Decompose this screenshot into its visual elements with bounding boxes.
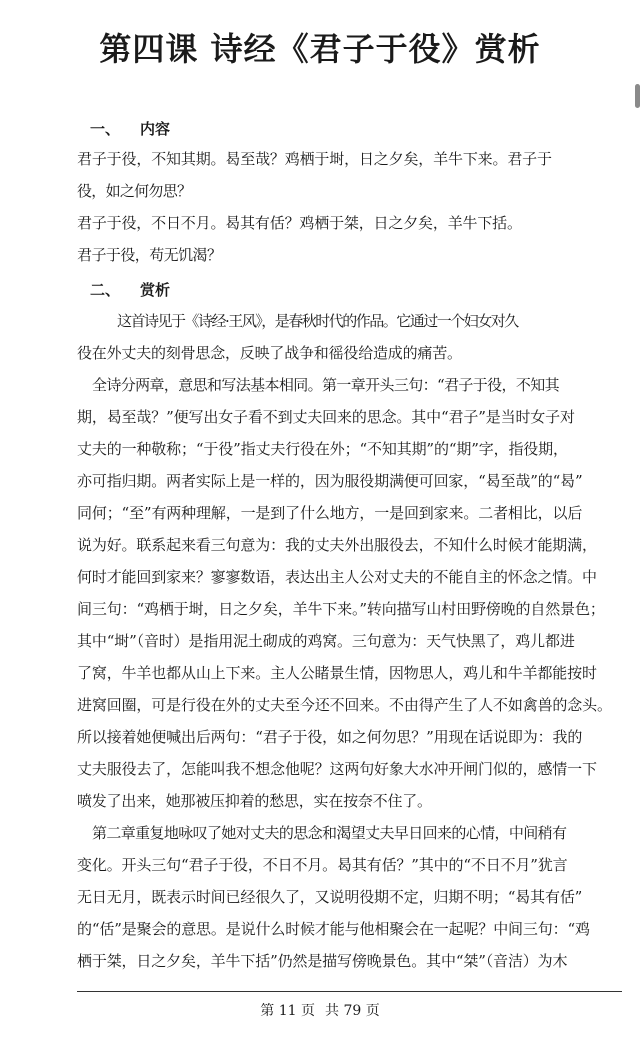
paragraph-line: 栖于桀，日之夕矣，羊牛下括”仍然是描写傍晚景色。其中“桀”（音洁）为木 xyxy=(77,952,568,970)
paragraph-line: 所以接着她便喊出后两句：“君子于役，如之何勿思？”用现在话说即为：我的 xyxy=(77,728,583,746)
paragraph-line: 全诗分两章，意思和写法基本相同。第一章开头三句：“君子于役，不知其 xyxy=(92,376,560,394)
paragraph-line: 喷发了出来，她那被压抑着的愁思，实在按奈不住了。 xyxy=(77,792,432,810)
page-footer xyxy=(0,1000,640,1020)
section-label: 内容 xyxy=(140,120,171,138)
paragraph-line: 的“佸”是聚会的意思。是说什么时候才能与他相聚会在一起呢？中间三句：“鸡 xyxy=(77,920,590,938)
section-number: 一、 xyxy=(90,120,121,138)
poem-line: 君子于役，苟无饥渴？ xyxy=(77,246,222,264)
paragraph-line: 变化。开头三句“君子于役，不日不月。曷其有佸？”其中的“不日不月”犹言 xyxy=(77,856,568,874)
section-heading-analysis xyxy=(90,279,170,300)
paragraph-line: 丈夫的一种敬称；“于役”指丈夫行役在外；“不知其期”的“期”字，指役期， xyxy=(77,440,568,458)
paragraph-line: 役在外丈夫的刻骨思念，反映了战争和徭役给造成的痛苦。 xyxy=(77,344,462,362)
paragraph-line: 何时才能回到家来？寥寥数语，表达出主人公对丈夫的不能自主的怀念之情。中 xyxy=(77,568,597,586)
paragraph-line: 间三句：“鸡栖于埘，日之夕矣，羊牛下来。”转向描写山村田野傍晚的自然景色； xyxy=(77,600,605,618)
poem-line: 役，如之何勿思？ xyxy=(77,182,192,200)
paragraph-line: 同何；“至”有两种理解，一是到了什么地方，一是回到家来。二者相比，以后 xyxy=(77,504,583,522)
paragraph-line: 第二章重复地咏叹了她对丈夫的思念和渴望丈夫早日回来的心情，中间稍有 xyxy=(92,824,567,842)
paragraph-line: 期，曷至哉？”便写出女子看不到丈夫回来的思念。其中“君子”是当时女子对 xyxy=(77,408,575,426)
page-total: 共 79 页 xyxy=(325,1003,380,1019)
footer-divider xyxy=(77,991,622,992)
paragraph-line: 无日无月，既表示时间已经很久了，又说明役期不定，归期不明；“曷其有佸” xyxy=(77,888,583,906)
page-title: 第四课 诗经《君子于役》赏析 xyxy=(99,30,541,68)
section-label: 赏析 xyxy=(140,281,171,299)
section-heading-content xyxy=(90,118,170,139)
poem-line: 君子于役，不知其期。曷至哉？鸡栖于埘，日之夕矣，羊牛下来。君子于 xyxy=(77,150,552,168)
scrollbar[interactable] xyxy=(635,84,640,108)
paragraph-line: 说为好。联系起来看三句意为：我的丈夫外出服役去，不知什么时候才能期满， xyxy=(77,536,597,554)
page-number: 第 11 页 xyxy=(260,1003,315,1019)
paragraph-line: 亦可指归期。两者实际上是一样的，因为服役期满便可回家，“曷至哉”的“曷” xyxy=(77,472,583,490)
paragraph-line: 了窝，牛羊也都从山上下来。主人公睹景生情，因物思人，鸡儿和牛羊都能按时 xyxy=(77,664,597,682)
paragraph-line: 进窝回圈，可是行役在外的丈夫至今还不回来。不由得产生了人不如禽兽的念头。 xyxy=(77,696,612,714)
paragraph-line: 其中“埘”（音时）是指用泥土砌成的鸡窝。三句意为：天气快黑了，鸡儿都进 xyxy=(77,632,575,650)
paragraph-line: 丈夫服役去了，怎能叫我不想念他呢？这两句好象大水冲开闸门似的，感情一下 xyxy=(77,760,597,778)
poem-line: 君子于役，不日不月。曷其有佸？鸡栖于桀，日之夕矣，羊牛下括。 xyxy=(77,214,522,232)
paragraph-line: 这首诗见于《诗经·王风》，是春秋时代的作品。它通过一个妇女对久 xyxy=(117,312,518,330)
section-number: 二、 xyxy=(90,281,121,299)
